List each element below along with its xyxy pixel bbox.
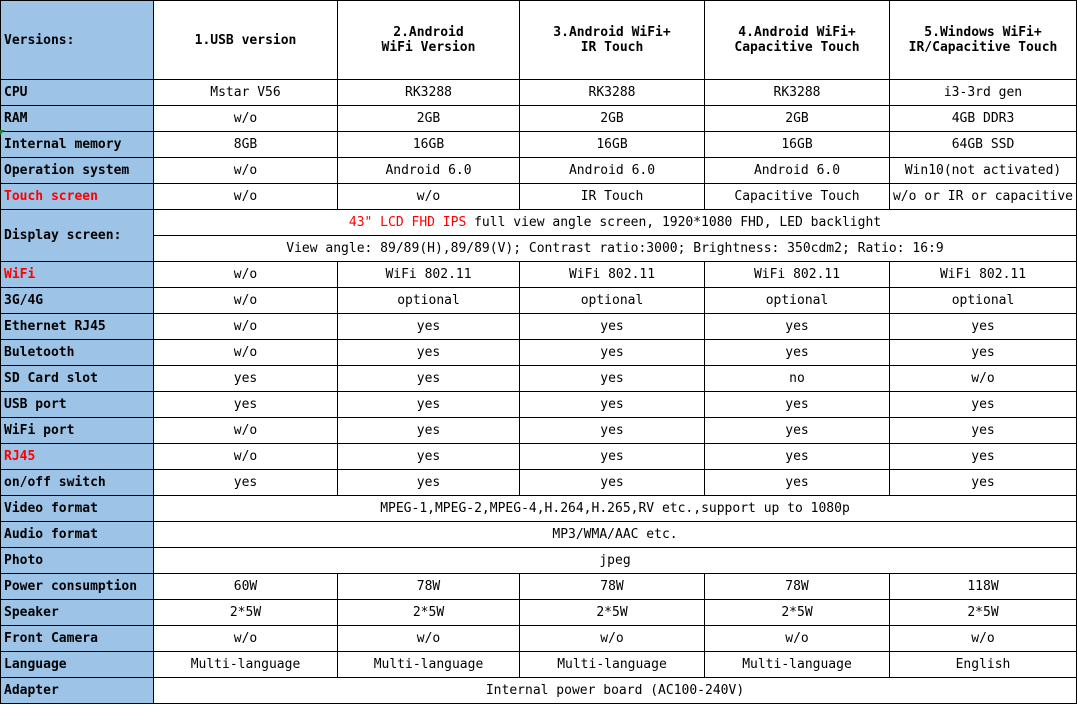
spec-value-cell: yes bbox=[890, 392, 1077, 418]
spec-row bbox=[1, 548, 1077, 574]
spec-value-cell: jpeg bbox=[154, 548, 1077, 574]
spec-value-cell: 2*5W bbox=[338, 600, 520, 626]
spec-row bbox=[1, 80, 1077, 106]
row-label: USB port bbox=[1, 392, 154, 418]
row-label: 3G/4G bbox=[1, 288, 154, 314]
spec-value-cell: yes bbox=[705, 418, 890, 444]
version-title-line: Capacitive Touch bbox=[734, 40, 860, 55]
version-title-line: IR Touch bbox=[580, 40, 644, 55]
spec-row bbox=[1, 522, 1077, 548]
spec-value-cell: w/o bbox=[154, 106, 338, 132]
spec-value-cell: w/o bbox=[154, 626, 338, 652]
spec-value-cell: RK3288 bbox=[338, 80, 520, 106]
version-title-line: 5.Windows WiFi+ bbox=[924, 25, 1042, 40]
row-label: on/off switch bbox=[1, 470, 154, 496]
version-column-header bbox=[338, 1, 520, 80]
display-row bbox=[1, 210, 1077, 236]
spec-value-cell: RK3288 bbox=[705, 80, 890, 106]
spec-value-cell: MP3/WMA/AAC etc. bbox=[154, 522, 1077, 548]
row-label: Language bbox=[1, 652, 154, 678]
row-label: Internal memory bbox=[1, 132, 154, 158]
version-title-line: WiFi Version bbox=[381, 40, 476, 55]
spec-value-cell: yes bbox=[890, 444, 1077, 470]
spec-row bbox=[1, 496, 1077, 522]
row-label: Buletooth bbox=[1, 340, 154, 366]
spec-value-cell: WiFi 802.11 bbox=[338, 262, 520, 288]
spec-value-cell: w/o bbox=[154, 418, 338, 444]
spec-row bbox=[1, 470, 1077, 496]
spec-row bbox=[1, 392, 1077, 418]
row-label: Display screen: bbox=[1, 210, 154, 262]
spec-value-cell: yes bbox=[705, 314, 890, 340]
row-label: RJ45 bbox=[1, 444, 154, 470]
spec-value-cell: Internal power board (AC100-240V) bbox=[154, 678, 1077, 704]
spec-value-cell: 16GB bbox=[338, 132, 520, 158]
spec-row bbox=[1, 626, 1077, 652]
spec-value-cell: w/o bbox=[154, 158, 338, 184]
spec-value-cell: yes bbox=[890, 470, 1077, 496]
spec-row bbox=[1, 600, 1077, 626]
spec-value-cell: yes bbox=[705, 470, 890, 496]
spec-value-cell: optional bbox=[705, 288, 890, 314]
row-label: SD Card slot bbox=[1, 366, 154, 392]
row-label: Operation system bbox=[1, 158, 154, 184]
spec-value-cell: w/o bbox=[338, 626, 520, 652]
spec-row bbox=[1, 574, 1077, 600]
spec-row bbox=[1, 262, 1077, 288]
row-label: Touch screen bbox=[1, 184, 154, 210]
row-label: Power consumption bbox=[1, 574, 154, 600]
spec-value-cell: w/o bbox=[520, 626, 705, 652]
spec-value-cell: 2GB bbox=[520, 106, 705, 132]
spec-value-cell: Multi-language bbox=[338, 652, 520, 678]
row-label: Video format bbox=[1, 496, 154, 522]
spec-value-cell: yes bbox=[520, 366, 705, 392]
display-row bbox=[1, 236, 1077, 262]
spec-value-cell: optional bbox=[520, 288, 705, 314]
spec-value-cell: 78W bbox=[705, 574, 890, 600]
spec-value-cell: 2*5W bbox=[520, 600, 705, 626]
display-spec-line-2: View angle: 89/89(H),89/89(V); Contrast ratio:3000; Brightness: 350cdm2; Ratio: 16:9 bbox=[154, 236, 1077, 262]
spec-value-cell: yes bbox=[338, 340, 520, 366]
header-label: Versions: bbox=[1, 1, 154, 80]
spec-value-cell: w/o bbox=[338, 184, 520, 210]
spec-value-cell: yes bbox=[338, 314, 520, 340]
row-label: WiFi port bbox=[1, 418, 154, 444]
spec-value-cell: 2*5W bbox=[890, 600, 1077, 626]
spec-value-cell: MPEG-1,MPEG-2,MPEG-4,H.264,H.265,RV etc.,support up to 1080p bbox=[154, 496, 1077, 522]
spec-value-cell: yes bbox=[520, 444, 705, 470]
spec-value-cell: yes bbox=[705, 392, 890, 418]
spec-value-cell: IR Touch bbox=[520, 184, 705, 210]
spec-value-cell: WiFi 802.11 bbox=[705, 262, 890, 288]
spec-value-cell: yes bbox=[338, 470, 520, 496]
version-column-header bbox=[520, 1, 705, 80]
spec-value-cell: Android 6.0 bbox=[705, 158, 890, 184]
spec-value-cell: WiFi 802.11 bbox=[890, 262, 1077, 288]
spec-row bbox=[1, 652, 1077, 678]
spec-value-cell: 2GB bbox=[705, 106, 890, 132]
row-label: Ethernet RJ45 bbox=[1, 314, 154, 340]
version-title-line: 1.USB version bbox=[194, 32, 297, 48]
spec-value-cell: optional bbox=[338, 288, 520, 314]
spec-value-cell: yes bbox=[520, 314, 705, 340]
version-title-line: 4.Android WiFi+ bbox=[738, 25, 856, 40]
spec-value-cell: yes bbox=[520, 392, 705, 418]
spec-value-cell: 16GB bbox=[705, 132, 890, 158]
spec-row bbox=[1, 106, 1077, 132]
spec-value-cell: RK3288 bbox=[520, 80, 705, 106]
spec-value-cell: w/o bbox=[154, 262, 338, 288]
display-spec-text: full view angle screen, 1920*1080 FHD, LED backlight bbox=[466, 215, 882, 230]
version-title-line: IR/Capacitive Touch bbox=[908, 40, 1058, 55]
spec-value-cell: yes bbox=[520, 340, 705, 366]
row-label: Front Camera bbox=[1, 626, 154, 652]
spec-value-cell: w/o bbox=[890, 626, 1077, 652]
spec-value-cell: yes bbox=[520, 418, 705, 444]
spec-value-cell: yes bbox=[338, 418, 520, 444]
spec-row bbox=[1, 366, 1077, 392]
spec-row bbox=[1, 314, 1077, 340]
spec-value-cell: i3-3rd gen bbox=[890, 80, 1077, 106]
cell-comment-marker bbox=[0, 130, 5, 135]
spec-row bbox=[1, 444, 1077, 470]
spec-value-cell: yes bbox=[890, 418, 1077, 444]
display-size-highlight: 43" LCD FHD IPS bbox=[348, 215, 467, 230]
spec-value-cell: 60W bbox=[154, 574, 338, 600]
spec-value-cell: WiFi 802.11 bbox=[520, 262, 705, 288]
spec-value-cell: 2*5W bbox=[705, 600, 890, 626]
spec-value-cell: no bbox=[705, 366, 890, 392]
spec-value-cell: 8GB bbox=[154, 132, 338, 158]
spec-value-cell: w/o bbox=[154, 340, 338, 366]
spec-row bbox=[1, 288, 1077, 314]
spec-value-cell: yes bbox=[705, 340, 890, 366]
spec-value-cell: yes bbox=[154, 366, 338, 392]
spec-row bbox=[1, 184, 1077, 210]
spec-value-cell: 2GB bbox=[338, 106, 520, 132]
spec-value-cell: yes bbox=[338, 444, 520, 470]
spec-row bbox=[1, 132, 1077, 158]
spec-value-cell: Multi-language bbox=[520, 652, 705, 678]
spec-value-cell: English bbox=[890, 652, 1077, 678]
display-spec-line-1 bbox=[154, 210, 1077, 236]
spec-value-cell: w/o bbox=[154, 288, 338, 314]
row-label: Adapter bbox=[1, 678, 154, 704]
version-title-line: 3.Android WiFi+ bbox=[553, 25, 671, 40]
version-title-line: 2.Android bbox=[393, 25, 464, 40]
spec-value-cell: 78W bbox=[338, 574, 520, 600]
row-label: RAM bbox=[1, 106, 154, 132]
spec-value-cell: yes bbox=[154, 470, 338, 496]
spec-value-cell: yes bbox=[890, 340, 1077, 366]
spec-value-cell: w/o bbox=[154, 184, 338, 210]
row-label: CPU bbox=[1, 80, 154, 106]
spec-value-cell: Capacitive Touch bbox=[705, 184, 890, 210]
row-label: WiFi bbox=[1, 262, 154, 288]
spec-value-cell: w/o bbox=[154, 314, 338, 340]
spec-value-cell: yes bbox=[338, 392, 520, 418]
row-label: Photo bbox=[1, 548, 154, 574]
spec-value-cell: w/o bbox=[890, 366, 1077, 392]
version-column-header bbox=[154, 1, 338, 80]
spec-value-cell: 64GB SSD bbox=[890, 132, 1077, 158]
spec-value-cell: yes bbox=[338, 366, 520, 392]
spec-value-cell: 78W bbox=[520, 574, 705, 600]
spec-value-cell: yes bbox=[705, 444, 890, 470]
spec-row bbox=[1, 418, 1077, 444]
header-row bbox=[1, 1, 1077, 80]
spec-value-cell: 4GB DDR3 bbox=[890, 106, 1077, 132]
spec-value-cell: w/o or IR or capacitive bbox=[890, 184, 1077, 210]
spec-row bbox=[1, 158, 1077, 184]
spec-value-cell: optional bbox=[890, 288, 1077, 314]
spec-value-cell: w/o bbox=[154, 444, 338, 470]
version-column-header bbox=[705, 1, 890, 80]
spec-value-cell: Mstar V56 bbox=[154, 80, 338, 106]
spec-value-cell: 2*5W bbox=[154, 600, 338, 626]
row-label: Speaker bbox=[1, 600, 154, 626]
spec-value-cell: 16GB bbox=[520, 132, 705, 158]
spec-value-cell: w/o bbox=[705, 626, 890, 652]
spec-value-cell: Win10(not activated) bbox=[890, 158, 1077, 184]
adapter-row bbox=[1, 678, 1077, 704]
spec-value-cell: 118W bbox=[890, 574, 1077, 600]
spec-row bbox=[1, 340, 1077, 366]
spec-value-cell: Multi-language bbox=[154, 652, 338, 678]
spec-value-cell: yes bbox=[520, 470, 705, 496]
spec-value-cell: Android 6.0 bbox=[338, 158, 520, 184]
version-column-header bbox=[890, 1, 1077, 80]
spec-value-cell: yes bbox=[890, 314, 1077, 340]
spec-value-cell: yes bbox=[154, 392, 338, 418]
row-label: Audio format bbox=[1, 522, 154, 548]
spec-value-cell: Multi-language bbox=[705, 652, 890, 678]
spec-value-cell: Android 6.0 bbox=[520, 158, 705, 184]
